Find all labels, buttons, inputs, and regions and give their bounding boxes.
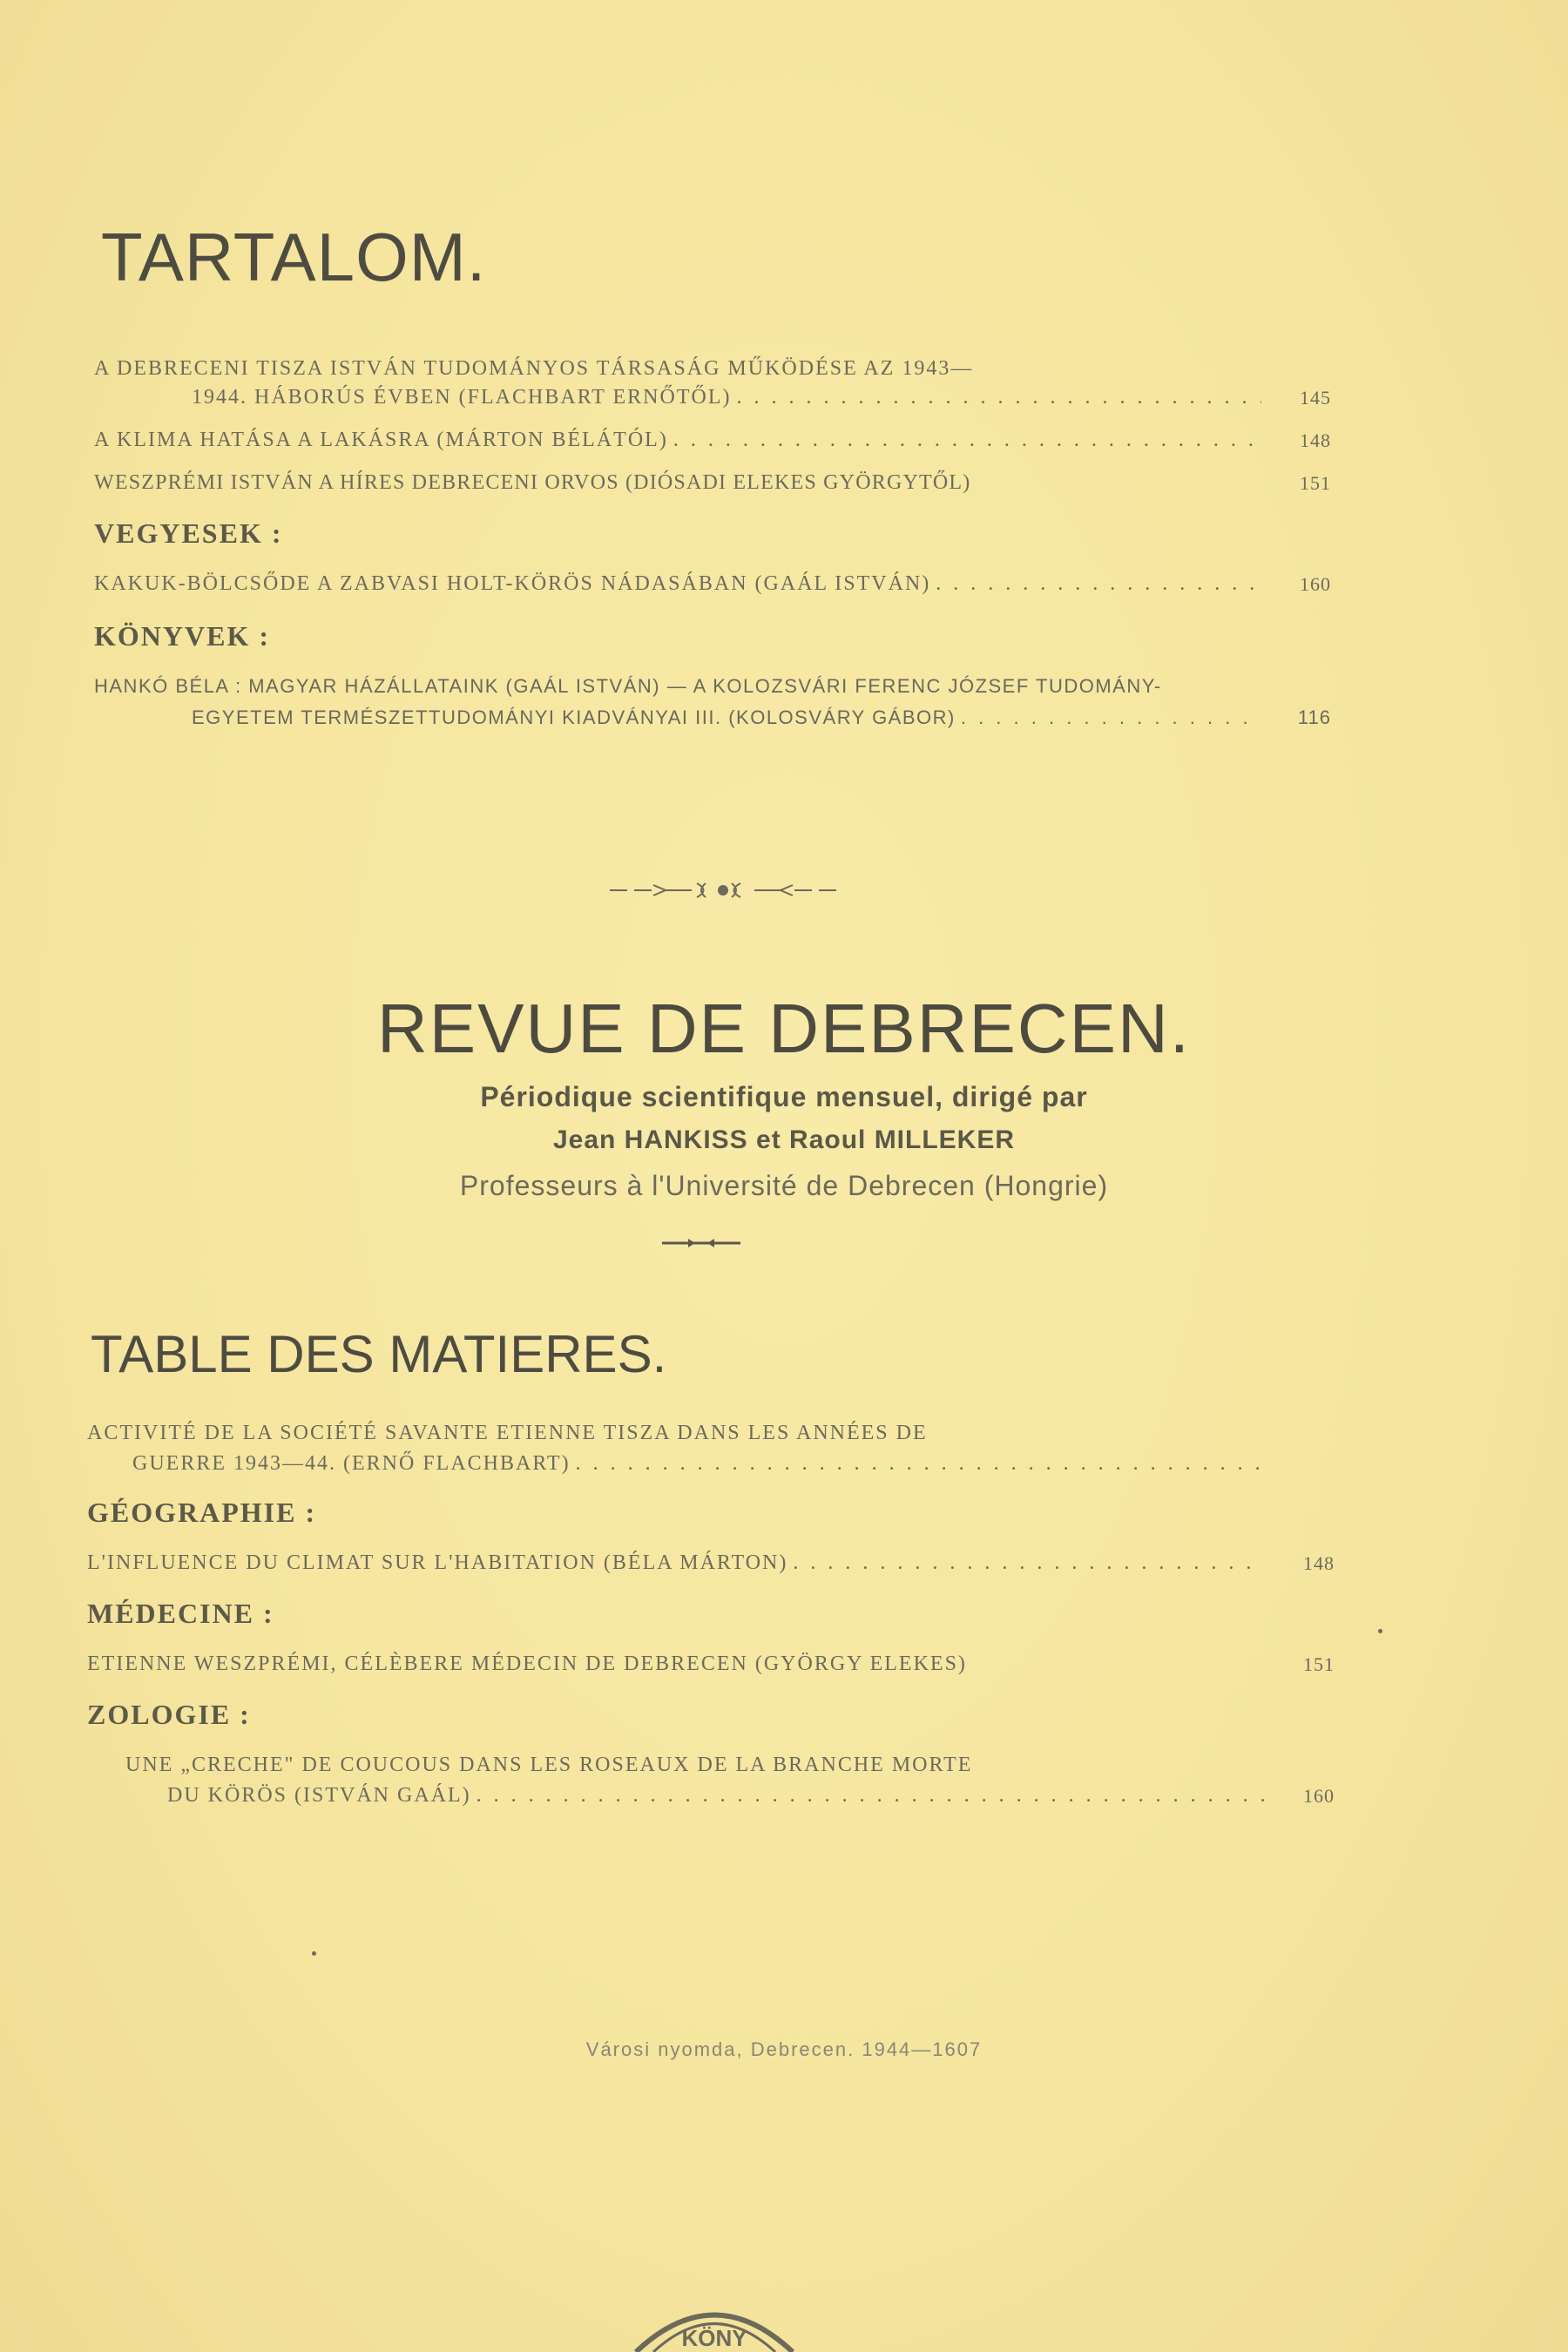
toc-entry bbox=[87, 1754, 1335, 1808]
toc-entry-line: 1944. HÁBORÚS ÉVBEN (FLACHBART ERNŐTŐL) bbox=[192, 386, 732, 409]
toc-entry-line: ETIENNE WESZPRÉMI, CÉLÈBERE MÉDECIN DE DEBRECEN (GYÖRGY ELEKES) bbox=[87, 1652, 967, 1675]
revue-affiliation: Professeurs à l'Université de Debrecen (Hongrie) bbox=[459, 1170, 1109, 1201]
toc-entry bbox=[87, 1551, 1335, 1575]
dot-leader bbox=[673, 429, 1261, 452]
dot-leader bbox=[793, 1551, 1265, 1575]
page-number: 116 bbox=[1297, 706, 1331, 728]
page-number: 148 bbox=[1300, 429, 1331, 451]
tartalom-heading: TARTALOM. bbox=[101, 219, 487, 295]
stamp-text: KÖNY bbox=[681, 2325, 747, 2351]
library-stamp bbox=[627, 2287, 801, 2352]
dot-leader bbox=[476, 1784, 1265, 1808]
revue-editors: Jean HANKISS et Raoul MILLEKER bbox=[552, 1125, 1016, 1154]
toc-entry-line: A KLIMA HATÁSA A LAKÁSRA (MÁRTON BÉLÁTÓL) bbox=[94, 429, 668, 451]
toc-entry bbox=[87, 1652, 1335, 1676]
section-konyvek: KÖNYVEK : bbox=[94, 620, 270, 652]
page-number: 151 bbox=[1303, 1653, 1335, 1675]
section-medecine: MÉDECINE : bbox=[87, 1598, 274, 1629]
page-number: 145 bbox=[1300, 387, 1331, 409]
dot-leader bbox=[936, 572, 1261, 596]
toc-entry bbox=[94, 471, 1331, 495]
page-number: 148 bbox=[1303, 1552, 1335, 1574]
revue-subtitle: Périodique scientifique mensuel, dirigé par bbox=[480, 1081, 1088, 1112]
dot-leader bbox=[576, 1452, 1265, 1476]
toc-entry-line: GUERRE 1943—44. (ERNŐ FLACHBART) bbox=[132, 1452, 571, 1475]
section-vegyesek: VEGYESEK : bbox=[94, 517, 283, 549]
page-number: 151 bbox=[1300, 472, 1331, 494]
toc-entry-line: EGYETEM TERMÉSZETTUDOMÁNYI KIADVÁNYAI III. (KOLOSVÁRY GÁBOR) bbox=[192, 706, 956, 728]
speck bbox=[312, 1951, 316, 1956]
toc-entry-line: HANKÓ BÉLA : MAGYAR HÁZÁLLATAINK (GAÁL ISTVÁN) — A KOLOZSVÁRI FERENC JÓZSEF TUDOMÁNY- bbox=[94, 675, 1162, 697]
toc-entry-line: L'INFLUENCE DU CLIMAT SUR L'HABITATION (BÉLA MÁRTON) bbox=[87, 1551, 788, 1574]
toc-entry-line: UNE „CRECHE" DE COUCOUS DANS LES ROSEAUX DE LA BRANCHE MORTE bbox=[125, 1754, 973, 1776]
dot-leader bbox=[736, 386, 1261, 409]
table-des-matieres-heading: TABLE DES MATIERES. bbox=[91, 1325, 667, 1383]
section-geographie: GÉOGRAPHIE : bbox=[87, 1497, 317, 1528]
toc-entry-line: ACTIVITÉ DE LA SOCIÉTÉ SAVANTE ETIENNE TISZA DANS LES ANNÉES DE bbox=[87, 1422, 928, 1444]
dot-leader bbox=[961, 706, 1261, 729]
toc-entry-line: WESZPRÉMI ISTVÁN A HÍRES DEBRECENI ORVOS (DIÓSADI ELEKES GYÖRGYTŐL) bbox=[94, 471, 971, 494]
printer-footer: Városi nyomda, Debrecen. 1944—1607 bbox=[585, 2038, 983, 2060]
toc-entry bbox=[94, 572, 1331, 596]
toc-entry-line: A DEBRECENI TISZA ISTVÁN TUDOMÁNYOS TÁRSASÁG MŰKÖDÉSE AZ 1943— bbox=[94, 357, 974, 380]
ornament-divider bbox=[592, 873, 854, 908]
speck bbox=[1378, 1629, 1382, 1633]
toc-entry-line: KAKUK-BÖLCSŐDE A ZABVASI HOLT-KÖRÖS NÁDASÁBAN (GAÁL ISTVÁN) bbox=[94, 572, 931, 595]
toc-entry bbox=[94, 357, 1331, 409]
toc-hungarian bbox=[94, 357, 1331, 729]
page-number: 160 bbox=[1300, 573, 1331, 595]
toc-entry bbox=[94, 675, 1331, 729]
small-divider bbox=[662, 1237, 740, 1249]
section-zoologie: ZOLOGIE : bbox=[87, 1699, 251, 1730]
revue-title: REVUE DE DEBRECEN. bbox=[377, 990, 1191, 1067]
toc-entry bbox=[94, 429, 1331, 452]
toc-entry bbox=[87, 1422, 1335, 1476]
toc-french bbox=[87, 1422, 1335, 1808]
toc-entry-line: DU KÖRÖS (ISTVÁN GAÁL) bbox=[167, 1784, 471, 1807]
page-number: 160 bbox=[1303, 1785, 1335, 1807]
